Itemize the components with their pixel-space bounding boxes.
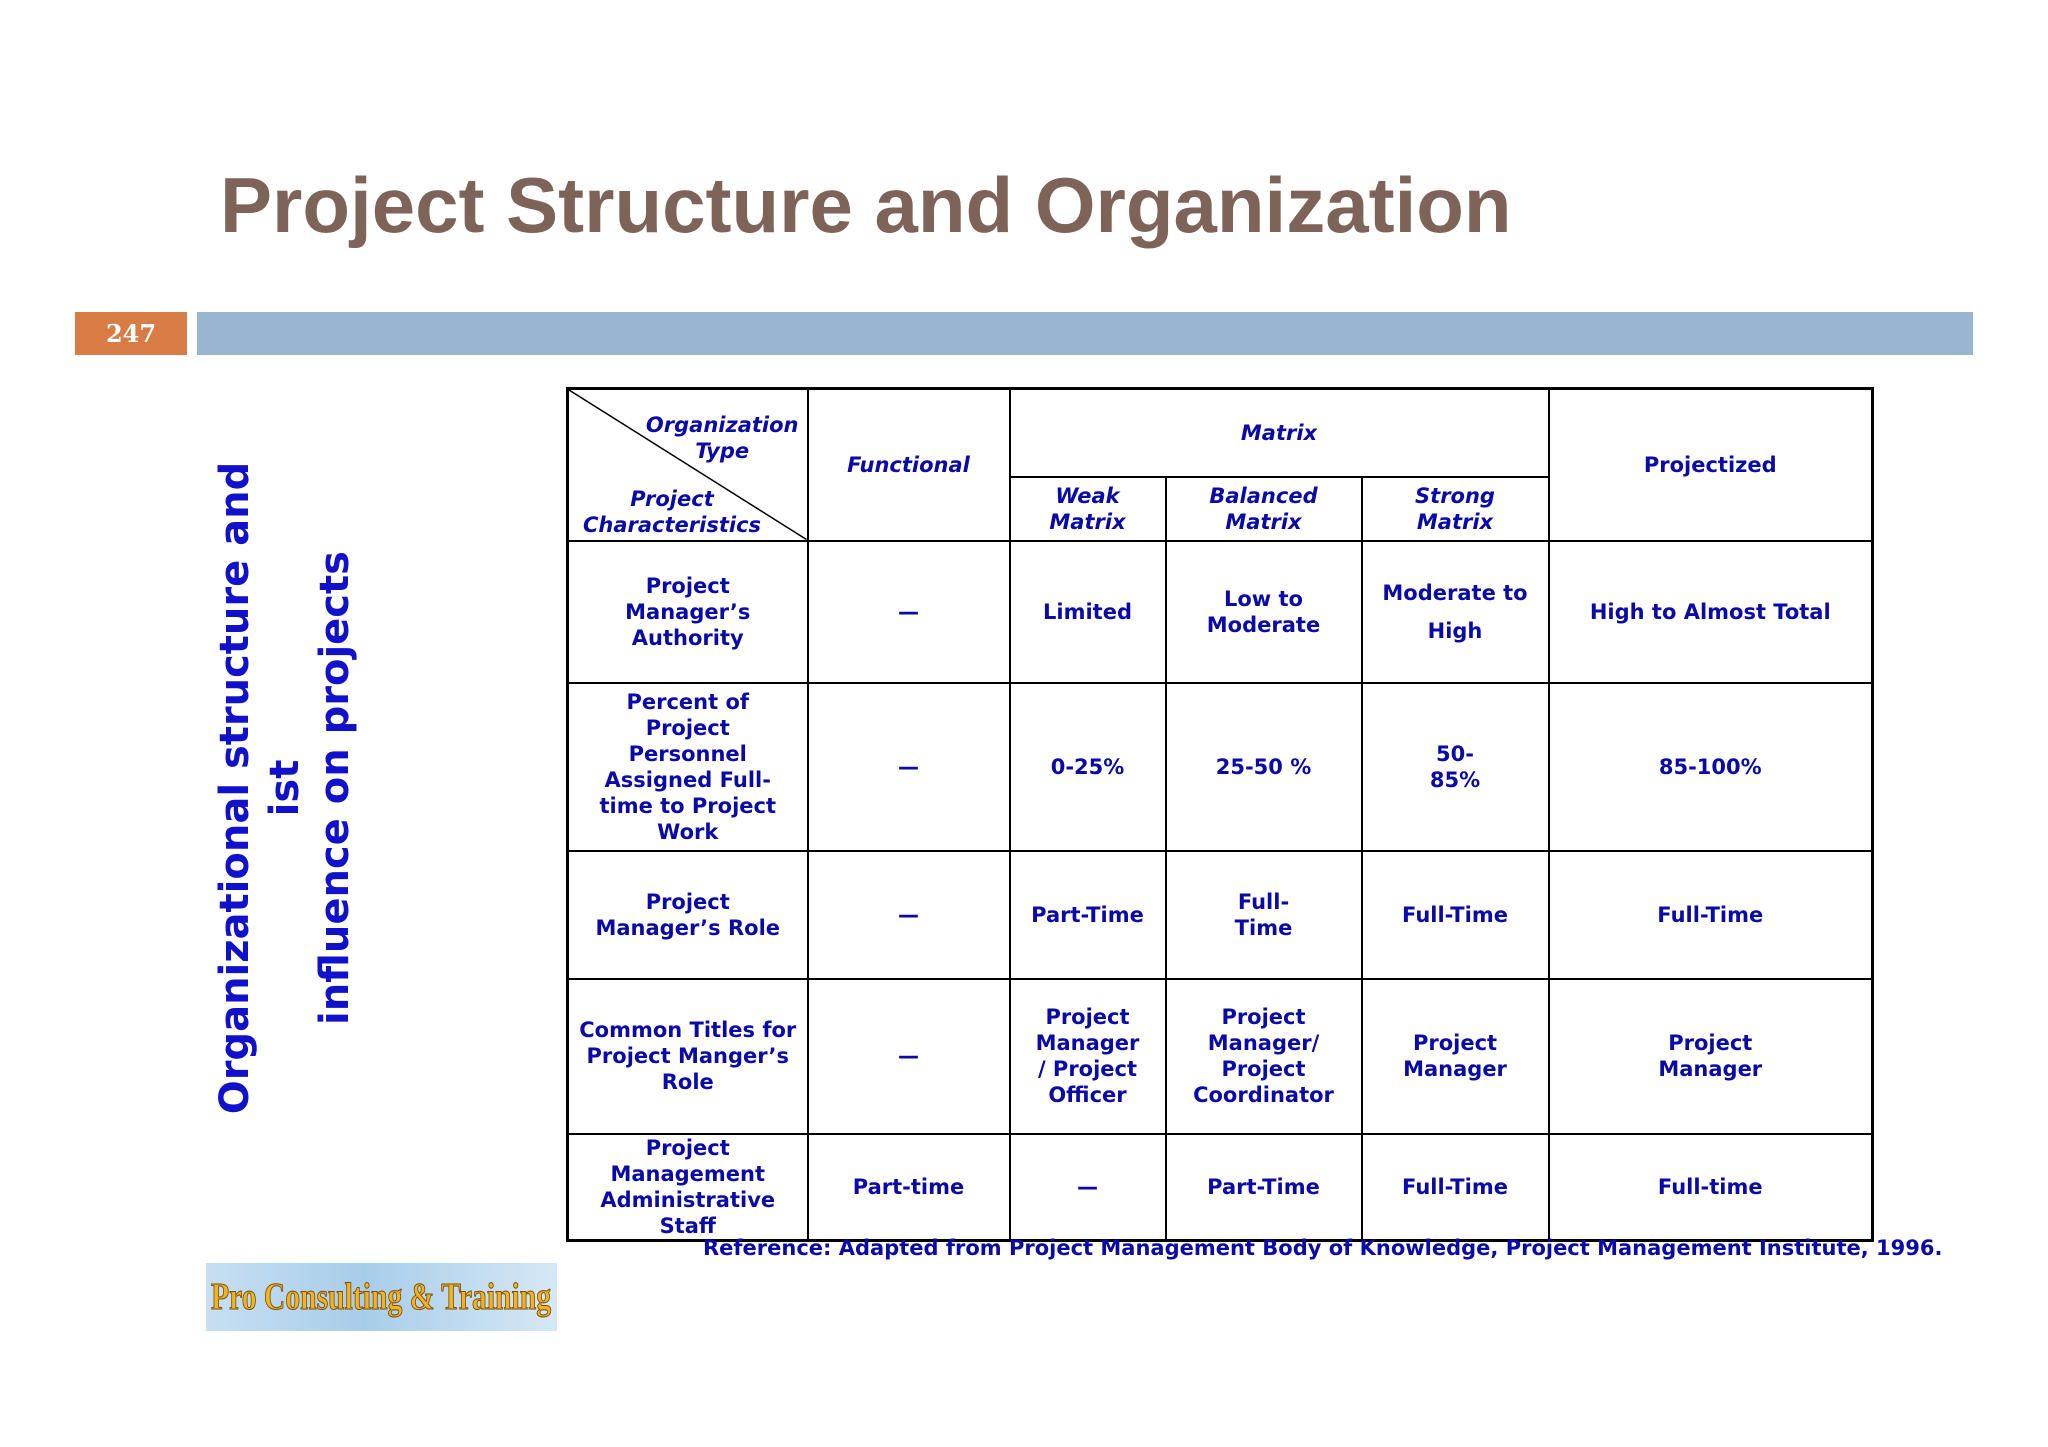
cell-balanced: Part-Time bbox=[1166, 1134, 1362, 1241]
table-row bbox=[568, 541, 1873, 683]
row-characteristic: Project Manager’s Role bbox=[568, 851, 808, 979]
cell-weak: — bbox=[1010, 1134, 1166, 1241]
cell-strong: Full-Time bbox=[1362, 1134, 1549, 1241]
cell-functional: Part-time bbox=[808, 1134, 1010, 1241]
reference-note: Reference: Adapted from Project Management Body of Knowledge, Project Management Institute, 1996. bbox=[703, 1236, 1943, 1260]
row-characteristic: Project Manager’s Authority bbox=[568, 541, 808, 683]
cell-projectized: High to Almost Total bbox=[1549, 541, 1873, 683]
cell-weak: Part-Time bbox=[1010, 851, 1166, 979]
cell-projectized: 85-100% bbox=[1549, 683, 1873, 851]
cell-strong: Moderate to High bbox=[1362, 541, 1549, 683]
header-balanced-matrix: Balanced Matrix bbox=[1166, 477, 1362, 541]
cell-projectized: Full-Time bbox=[1549, 851, 1873, 979]
side-heading-line-2: influence on projects bbox=[312, 551, 358, 1025]
cell-functional: — bbox=[808, 683, 1010, 851]
row-characteristic: Project Management Administrative Staff bbox=[568, 1134, 808, 1241]
header-divider-bar bbox=[197, 312, 1973, 355]
cell-functional: — bbox=[808, 541, 1010, 683]
header-strong-matrix: Strong Matrix bbox=[1362, 477, 1549, 541]
row-characteristic: Percent of Project Personnel Assigned Full- time to Project Work bbox=[568, 683, 808, 851]
cell-balanced: 25-50 % bbox=[1166, 683, 1362, 851]
row-characteristic: Common Titles for Project Manger’s Role bbox=[568, 979, 808, 1134]
cell-weak: Limited bbox=[1010, 541, 1166, 683]
cell-strong: 50- 85% bbox=[1362, 683, 1549, 851]
cell-balanced: Low to Moderate bbox=[1166, 541, 1362, 683]
corner-header-cell bbox=[568, 389, 808, 541]
header-weak-matrix: Weak Matrix bbox=[1010, 477, 1166, 541]
cell-projectized: Project Manager bbox=[1549, 979, 1873, 1134]
cell-functional: — bbox=[808, 979, 1010, 1134]
slide-title: Project Structure and Organization bbox=[220, 161, 1512, 249]
cell-projectized: Full-time bbox=[1549, 1134, 1873, 1241]
table-row bbox=[568, 979, 1873, 1134]
cell-weak: Project Manager / Project Officer bbox=[1010, 979, 1166, 1134]
cell-weak: 0-25% bbox=[1010, 683, 1166, 851]
header-matrix: Matrix bbox=[1010, 389, 1549, 477]
logo-text: Pro Consulting & Training bbox=[211, 1276, 552, 1318]
cell-functional: — bbox=[808, 851, 1010, 979]
table-row bbox=[568, 683, 1873, 851]
corner-bottom-label: Project Characteristics bbox=[583, 486, 762, 537]
cell-strong: Full-Time bbox=[1362, 851, 1549, 979]
table-row bbox=[568, 1134, 1873, 1241]
organization-structure-table bbox=[566, 387, 1874, 1242]
company-logo bbox=[206, 1263, 557, 1331]
side-heading bbox=[210, 428, 358, 1148]
cell-strong: Project Manager bbox=[1362, 979, 1549, 1134]
cell-balanced: Project Manager/ Project Coordinator bbox=[1166, 979, 1362, 1134]
page-number-badge: 247 bbox=[75, 312, 187, 355]
side-heading-line-1: Organizational structure and ist bbox=[212, 461, 308, 1115]
table-row bbox=[568, 851, 1873, 979]
corner-top-label: Organization Type bbox=[645, 413, 799, 463]
header-projectized: Projectized bbox=[1549, 389, 1873, 541]
header-functional: Functional bbox=[808, 389, 1010, 541]
cell-balanced: Full- Time bbox=[1166, 851, 1362, 979]
